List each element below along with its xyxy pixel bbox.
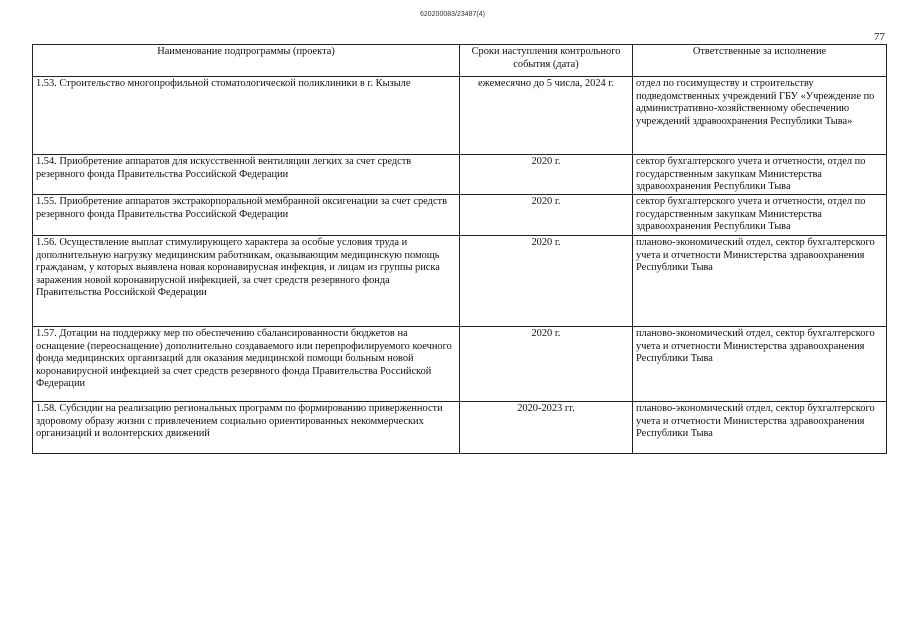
subprogram-table — [32, 44, 887, 454]
row-term-cell: 2020 г. — [460, 327, 633, 402]
row-responsible-cell: планово-экономический отдел, сектор бухгалтерского учета и отчетности Министерства здравоохранения Республики Тыва — [633, 402, 887, 454]
row-responsible-cell: сектор бухгалтерского учета и отчетности, отдел по государственным закупкам Министерства здравоохранения Республики Тыва — [633, 195, 887, 236]
column-header-responsible: Ответственные за исполнение — [633, 45, 887, 77]
row-responsible-cell: планово-экономический отдел, сектор бухгалтерского учета и отчетности Министерства здравоохранения Республики Тыва — [633, 327, 887, 402]
table-header-row — [33, 45, 887, 77]
row-responsible-cell: сектор бухгалтерского учета и отчетности, отдел по государственным закупкам Министерства здравоохранения Республики Тыва — [633, 155, 887, 195]
row-responsible-cell: отдел по госимуществу и строительству подведомственных учреждений ГБУ «Учреждение по административно-хозяйственному обеспечению учреждений здравоохранения Республики Тыва» — [633, 77, 887, 155]
row-name-cell: 1.55. Приобретение аппаратов экстракорпоральной мембранной оксигенации за счет средств резервного фонда Правительства Российской Федерации — [33, 195, 460, 236]
table-row — [33, 155, 887, 195]
row-term-cell: 2020-2023 гг. — [460, 402, 633, 454]
row-term-cell: 2020 г. — [460, 236, 633, 327]
row-term-cell: 2020 г. — [460, 155, 633, 195]
table-row — [33, 77, 887, 155]
column-header-name: Наименование подпрограммы (проекта) — [33, 45, 460, 77]
table-row — [33, 402, 887, 454]
row-name-cell: 1.58. Субсидии на реализацию региональных программ по формированию приверженности здоровому образу жизни с привлечением социально ориентированных некоммерческих организаций и волонтерских движений — [33, 402, 460, 454]
table-row — [33, 327, 887, 402]
row-name-cell: 1.56. Осуществление выплат стимулирующего характера за особые условия труда и дополнительную нагрузку медицинским работникам, оказывающим медицинскую помощь гражданам, у которых выявлена новая коронавирусная инфекция, и лицам из группы риска заражения новой коронавирусной инфекцией, за счет средств резервного фонда Правительства Российской Федерации — [33, 236, 460, 327]
table-row — [33, 236, 887, 327]
row-term-cell: ежемесячно до 5 числа, 2024 г. — [460, 77, 633, 155]
row-name-cell: 1.53. Строительство многопрофильной стоматологической поликлиники в г. Кызыле — [33, 77, 460, 155]
row-name-cell: 1.54. Приобретение аппаратов для искусственной вентиляции легких за счет средств резервного фонда Правительства Российской Федерации — [33, 155, 460, 195]
row-term-cell: 2020 г. — [460, 195, 633, 236]
page-number: 77 — [874, 31, 885, 43]
table-row — [33, 195, 887, 236]
row-name-cell: 1.57. Дотации на поддержку мер по обеспечению сбалансированности бюджетов на оснащение (переоснащение) дополнительно создаваемого или перепрофилируемого коечного фонда медицинских организаций для оказания медицинской помощи больным новой коронавирусной инфекцией за счет средств резервного фонда Правительства Российской Федерации — [33, 327, 460, 402]
document-id: 620200083/23487(4) — [419, 11, 485, 18]
row-responsible-cell: планово-экономический отдел, сектор бухгалтерского учета и отчетности Министерства здравоохранения Республики Тыва — [633, 236, 887, 327]
column-header-term: Сроки наступления контрольного события (дата) — [460, 45, 633, 77]
